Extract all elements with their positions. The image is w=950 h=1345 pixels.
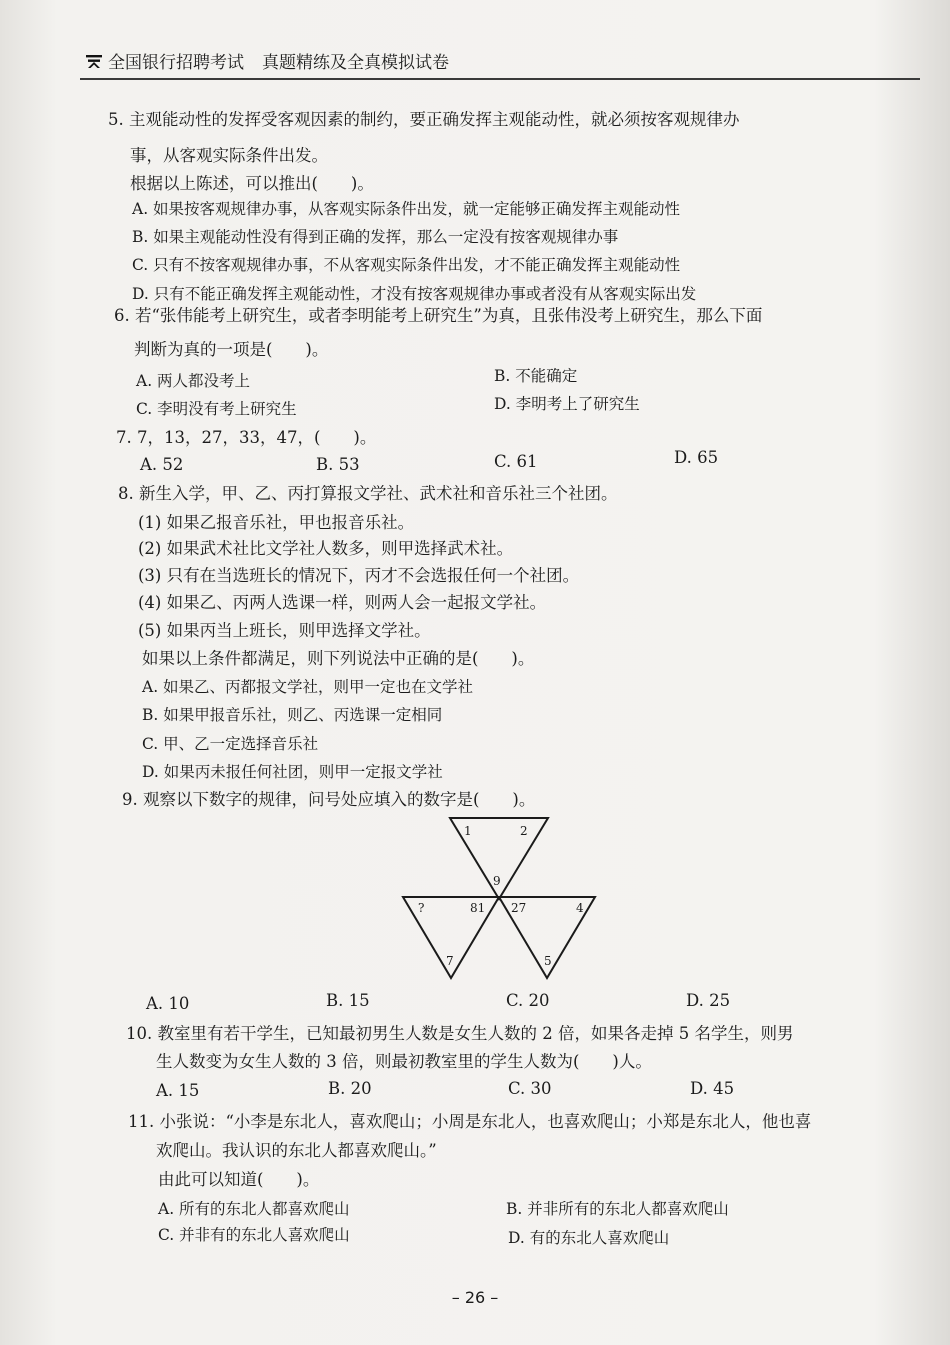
q7-stem: 7. 7，13，27，33，47，( )。 <box>116 428 377 447</box>
q6-option-d: D. 李明考上了研究生 <box>494 395 640 413</box>
q6-option-b: B. 不能确定 <box>494 367 578 385</box>
q10-option-b: B. 20 <box>328 1079 372 1098</box>
q10-stem-line1: 10. 教室里有若干学生，已知最初男生人数是女生人数的 2 倍，如果各走掉 5 名学生，则男 <box>126 1024 794 1043</box>
header-series: 真题精练及全真模拟试卷 <box>262 53 449 73</box>
q9-option-b: B. 15 <box>326 991 370 1010</box>
q11-option-b: B. 并非所有的东北人都喜欢爬山 <box>506 1200 729 1218</box>
q9-option-c: C. 20 <box>506 991 550 1010</box>
q8-condition-2: (2) 如果武术社比文学社人数多，则甲选择武术社。 <box>138 539 514 558</box>
q9-option-a: A. 10 <box>146 994 190 1013</box>
q7-option-d: D. 65 <box>674 448 719 467</box>
q5-option-c: C. 只有不按客观规律办事，不从客观实际条件出发，才不能正确发挥主观能动性 <box>132 256 681 274</box>
q10-option-c: C. 30 <box>508 1079 552 1098</box>
q10-stem-line2: 生人数变为女生人数的 3 倍，则最初教室里的学生人数为( )人。 <box>156 1052 652 1071</box>
q8-option-a: A. 如果乙、丙都报文学社，则甲一定也在文学社 <box>142 678 474 696</box>
q9-triangle-diagram <box>400 815 610 985</box>
q5-option-a: A. 如果按客观规律办事，从客观实际条件出发，就一定能够正确发挥主观能动性 <box>132 200 681 218</box>
q5-option-d: D. 只有不能正确发挥主观能动性，才没有按客观规律办事或者没有从客观实际出发 <box>132 285 697 303</box>
q5-option-b: B. 如果主观能动性没有得到正确的发挥，那么一定没有按客观规律办事 <box>132 228 619 246</box>
q10-option-d: D. 45 <box>690 1079 735 1098</box>
q8-option-c: C. 甲、乙一定选择音乐社 <box>142 735 319 753</box>
right-number-1: 27 <box>511 901 527 915</box>
q9-option-d: D. 25 <box>686 991 731 1010</box>
publisher-logo-icon <box>86 54 102 68</box>
q8-condition-1: (1) 如果乙报音乐社，甲也报音乐社。 <box>138 513 415 532</box>
q9-stem: 9. 观察以下数字的规律，问号处应填入的数字是( )。 <box>122 790 536 809</box>
left-number-3: 7 <box>446 954 454 968</box>
top-number-3: 9 <box>493 874 501 888</box>
right-number-2: 4 <box>576 901 584 915</box>
q8-condition-3: (3) 只有在当选班长的情况下，丙才不会选报任何一个社团。 <box>138 566 580 585</box>
q5-stem-line2: 事，从客观实际条件出发。 <box>130 146 328 165</box>
header-title: 全国银行招聘考试 <box>108 53 244 73</box>
page-header <box>86 48 449 73</box>
q11-stem-line2: 欢爬山。我认识的东北人都喜欢爬山。” <box>156 1141 437 1160</box>
q11-stem-line3: 由此可以知道( )。 <box>158 1170 320 1189</box>
q11-option-a: A. 所有的东北人都喜欢爬山 <box>158 1200 350 1218</box>
q8-option-b: B. 如果甲报音乐社，则乙、丙选课一定相同 <box>142 706 443 724</box>
q8-stem-line2: 如果以上条件都满足，则下列说法中正确的是( )。 <box>142 649 535 668</box>
q7-option-b: B. 53 <box>316 455 360 474</box>
q8-stem-line1: 8. 新生入学，甲、乙、丙打算报文学社、武术社和音乐社三个社团。 <box>118 484 618 503</box>
q10-option-a: A. 15 <box>156 1081 200 1100</box>
page-number: – 26 – <box>451 1288 499 1307</box>
header-divider <box>80 78 920 80</box>
q8-condition-5: (5) 如果丙当上班长，则甲选择文学社。 <box>138 621 431 640</box>
q11-option-d: D. 有的东北人喜欢爬山 <box>508 1229 670 1247</box>
top-number-2: 2 <box>520 824 528 838</box>
left-number-2: 81 <box>470 901 486 915</box>
q5-stem-line1: 5. 主观能动性的发挥受客观因素的制约，要正确发挥主观能动性，就必须按客观规律办 <box>108 110 740 129</box>
left-number-1: ? <box>418 901 425 915</box>
right-number-3: 5 <box>544 954 552 968</box>
q11-stem-line1: 11. 小张说：“小李是东北人，喜欢爬山；小周是东北人，也喜欢爬山；小郑是东北人，他也喜 <box>128 1112 812 1131</box>
q8-condition-4: (4) 如果乙、丙两人选课一样，则两人会一起报文学社。 <box>138 593 547 612</box>
q6-stem-line1: 6. 若“张伟能考上研究生，或者李明能考上研究生”为真，且张伟没考上研究生，那么下面 <box>114 306 763 325</box>
q7-option-a: A. 52 <box>140 455 184 474</box>
q6-stem-line2: 判断为真的一项是( )。 <box>134 340 329 359</box>
q11-option-c: C. 并非有的东北人喜欢爬山 <box>158 1226 350 1244</box>
q7-option-c: C. 61 <box>494 452 538 471</box>
top-number-1: 1 <box>464 824 472 838</box>
q6-option-a: A. 两人都没考上 <box>136 372 251 390</box>
q8-option-d: D. 如果丙未报任何社团，则甲一定报文学社 <box>142 763 443 781</box>
q5-stem-line3: 根据以上陈述，可以推出( )。 <box>130 174 374 193</box>
q6-option-c: C. 李明没有考上研究生 <box>136 400 297 418</box>
